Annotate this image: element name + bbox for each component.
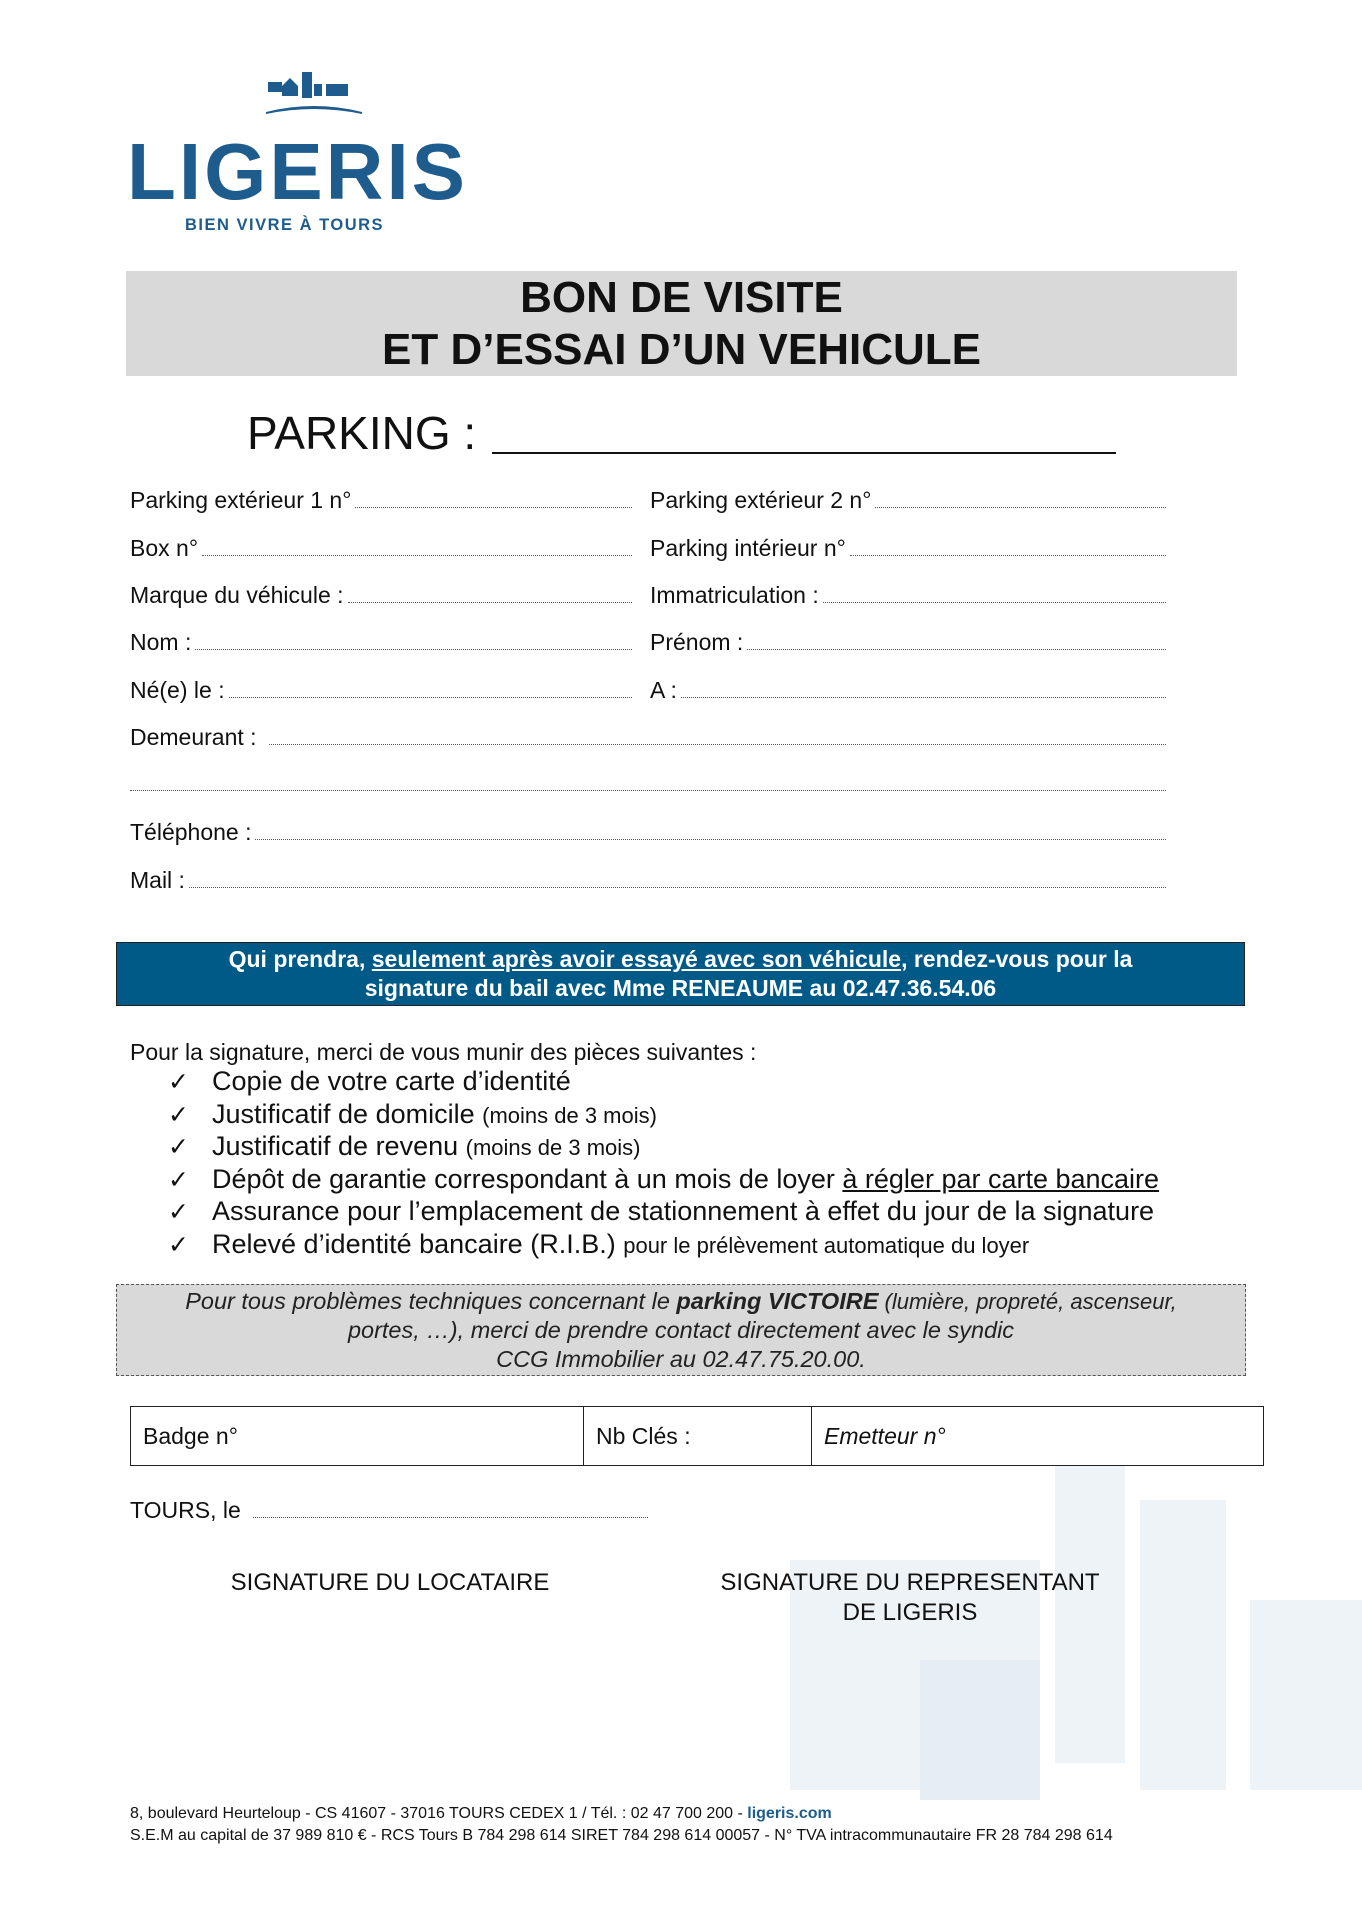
- item-text: Dépôt de garantie correspondant à un mois de loyer: [212, 1163, 843, 1194]
- field-label: Demeurant :: [130, 724, 257, 750]
- dotted-line[interactable]: [189, 886, 1166, 888]
- item-text: Relevé d’identité bancaire (R.I.B.): [212, 1228, 616, 1259]
- check-icon: ✓: [168, 1068, 189, 1096]
- dotted-line[interactable]: [348, 601, 632, 603]
- item-note: (moins de 3 mois): [482, 1102, 657, 1128]
- notice-bold-text: parking VICTOIRE: [676, 1287, 879, 1314]
- cles-label: Nb Clés :: [596, 1422, 691, 1449]
- item-text: Justificatif de revenu: [212, 1131, 459, 1161]
- lieu-naissance-field[interactable]: [650, 676, 1166, 704]
- field-label: Né(e) le :: [130, 677, 225, 703]
- footer-website-link[interactable]: ligeris.com: [747, 1805, 832, 1822]
- banner-text: , rendez-vous pour la: [901, 946, 1133, 972]
- prenom-field[interactable]: [650, 628, 1166, 656]
- cles-cell[interactable]: [583, 1407, 811, 1465]
- signature-appointment-banner: [116, 942, 1245, 1006]
- field-label: Mail :: [130, 867, 185, 893]
- dotted-line[interactable]: [823, 601, 1166, 603]
- item-text: Copie de votre carte d’identité: [212, 1066, 571, 1096]
- logo-name: LIGERIS: [127, 127, 469, 216]
- parking-input-line[interactable]: [492, 452, 1116, 454]
- field-label: Box n°: [130, 535, 199, 561]
- field-label: Nom :: [130, 629, 192, 655]
- signature-locataire-label: SIGNATURE DU LOCATAIRE: [230, 1569, 550, 1596]
- parking-ext-2-field[interactable]: [650, 486, 1166, 514]
- item-note: pour le prélèvement automatique du loyer: [623, 1232, 1030, 1258]
- dotted-line[interactable]: [875, 506, 1166, 508]
- field-label: Prénom :: [650, 629, 744, 655]
- box-field[interactable]: [130, 534, 632, 562]
- dotted-line[interactable]: [850, 554, 1166, 556]
- notice-line-2: portes, …), merci de prendre contact directement avec le syndic: [347, 1317, 1015, 1344]
- check-icon: ✓: [168, 1230, 189, 1259]
- signature-locataire: [210, 1568, 570, 1598]
- dotted-line[interactable]: [229, 696, 632, 698]
- ne-le-field[interactable]: [130, 676, 632, 704]
- item-underlined-text: à régler par carte bancaire: [842, 1163, 1160, 1194]
- badge-label: Badge n°: [143, 1422, 238, 1449]
- date-field[interactable]: [130, 1496, 648, 1524]
- dotted-line[interactable]: [255, 838, 1166, 840]
- list-item: [168, 1196, 1159, 1229]
- badge-table: [130, 1406, 1264, 1466]
- dotted-line[interactable]: [202, 554, 632, 556]
- dotted-line[interactable]: [269, 743, 1166, 745]
- field-label: Parking extérieur 1 n°: [130, 487, 352, 513]
- documents-intro: Pour la signature, merci de vous munir des pièces suivantes :: [130, 1039, 757, 1065]
- check-icon: ✓: [168, 1100, 189, 1129]
- parking-label: PARKING :: [247, 407, 477, 459]
- title-line-2: ET D’ESSAI D’UN VEHICULE: [382, 324, 981, 374]
- parking-ext-1-field[interactable]: [130, 486, 632, 514]
- telephone-field[interactable]: [130, 818, 1166, 846]
- logo-mark-icon: [264, 70, 364, 120]
- immatriculation-field[interactable]: [650, 581, 1166, 609]
- list-item: [168, 1066, 1159, 1099]
- document-title: [126, 271, 1237, 376]
- notice-text: Pour tous problèmes techniques concernant le: [185, 1287, 677, 1314]
- date-label: TOURS, le: [130, 1497, 241, 1523]
- signature-representant-line-1: SIGNATURE DU REPRESENTANT: [720, 1569, 1100, 1596]
- list-item: [168, 1131, 1159, 1164]
- technical-issues-notice: [116, 1284, 1246, 1376]
- signature-representant: [700, 1568, 1120, 1628]
- parking-int-field[interactable]: [650, 534, 1166, 562]
- check-icon: ✓: [168, 1198, 189, 1226]
- badge-cell[interactable]: [131, 1407, 583, 1465]
- emetteur-cell[interactable]: [811, 1407, 1263, 1465]
- banner-text: Qui prendra,: [228, 946, 372, 972]
- item-text: Assurance pour l’emplacement de stationnement à effet du jour de la signature: [212, 1196, 1155, 1226]
- field-label: Parking extérieur 2 n°: [650, 487, 872, 513]
- dotted-line[interactable]: [195, 648, 632, 650]
- field-label: Téléphone :: [130, 819, 252, 845]
- banner-underlined-text: seulement après avoir essayé avec son véhicule: [371, 946, 902, 972]
- title-line-1: BON DE VISITE: [520, 272, 843, 322]
- signature-representant-line-2: DE LIGERIS: [842, 1599, 978, 1626]
- documents-checklist: [168, 1066, 1159, 1261]
- dotted-line[interactable]: [253, 1517, 648, 1518]
- notice-line-3: CCG Immobilier au 02.47.75.20.00.: [496, 1345, 866, 1372]
- footer-legal: S.E.M au capital de 37 989 810 € - RCS Tours B 784 298 614 SIRET 784 298 614 00057 - N° TVA intracommunautaire FR 28 784 298 614: [130, 1827, 1113, 1844]
- nom-field[interactable]: [130, 628, 632, 656]
- list-item: [168, 1099, 1159, 1132]
- emetteur-label: Emetteur n°: [824, 1422, 946, 1449]
- footer-address: [130, 1804, 832, 1824]
- check-icon: ✓: [168, 1133, 189, 1161]
- marque-field[interactable]: [130, 581, 632, 609]
- notice-text: (lumière, propreté, ascenseur,: [878, 1288, 1177, 1314]
- item-text: Justificatif de domicile: [212, 1098, 475, 1129]
- field-label: Parking intérieur n°: [650, 535, 846, 561]
- mail-field[interactable]: [130, 866, 1166, 894]
- logo-tagline: BIEN VIVRE À TOURS: [185, 216, 385, 234]
- banner-line-2: signature du bail avec Mme RENEAUME au 02.47.36.54.06: [364, 975, 997, 1001]
- banner-line-1: [117, 945, 1244, 974]
- dotted-line[interactable]: [355, 506, 632, 508]
- demeurant-line-2[interactable]: [130, 790, 1166, 791]
- list-item: [168, 1164, 1159, 1197]
- field-label: A :: [650, 677, 677, 703]
- field-label: Immatriculation :: [650, 582, 819, 608]
- notice-line-1: [117, 1287, 1245, 1317]
- demeurant-field[interactable]: [130, 723, 1166, 751]
- item-note: (moins de 3 mois): [465, 1135, 641, 1160]
- check-icon: ✓: [168, 1165, 189, 1194]
- dotted-line[interactable]: [681, 696, 1166, 698]
- field-label: Marque du véhicule :: [130, 582, 344, 608]
- list-item: [168, 1229, 1159, 1262]
- dotted-line[interactable]: [747, 648, 1166, 650]
- footer-address-text: 8, boulevard Heurteloup - CS 41607 - 37016 TOURS CEDEX 1 / Tél. : 02 47 700 200 -: [130, 1805, 748, 1822]
